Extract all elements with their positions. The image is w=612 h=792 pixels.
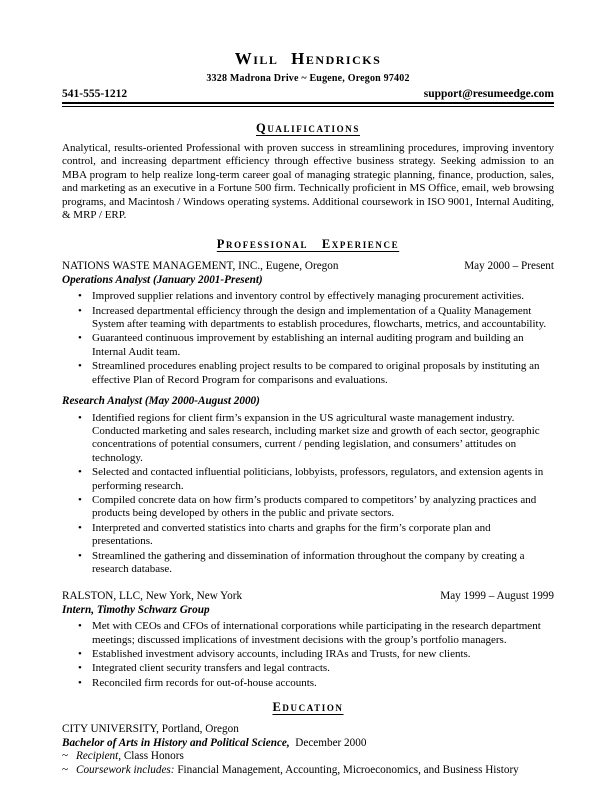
- candidate-name: Will Hendricks: [234, 49, 382, 68]
- job-entry: [62, 260, 554, 576]
- bullet-item: • Identified regions for client firm’s expansion in the US agricultural waste management industry. Conducted marketing and sales research, including market size and growth of each sector, geographic concentrations of potential consumers, current / pending legislation, and consumers’ attitudes on technology.: [62, 412, 554, 466]
- degree-date: December 2000: [295, 736, 367, 749]
- tilde-prefix: ~: [62, 750, 69, 763]
- education-entry: [62, 723, 554, 777]
- detail-text: Financial Management, Accounting, Microeconomics, and Business History: [177, 764, 519, 776]
- bullet-item: • Increased departmental efficiency through the design and implementation of a Quality Management System after teaming with departments to establish procedures, flowcharts, metrics, and accountability.: [62, 305, 554, 332]
- job-title: Research Analyst (May 2000-August 2000): [62, 395, 260, 408]
- company-row: [62, 590, 554, 603]
- bullet-item: • Selected and contacted influential politicians, lobbyists, professors, regulators, and extension agents in performing research.: [62, 466, 554, 493]
- phone-number: 541-555-1212: [62, 88, 128, 100]
- section-heading-experience: [62, 237, 554, 251]
- role-entry: [62, 395, 554, 576]
- bullet-list: [62, 290, 554, 387]
- tilde-prefix: ~: [62, 764, 69, 776]
- education-detail: [62, 764, 554, 778]
- contact-row: [62, 88, 554, 102]
- detail-label: Coursework includes:: [76, 764, 175, 776]
- detail-label: Recipient,: [76, 750, 122, 763]
- company-name: NATIONS WASTE MANAGEMENT, INC., Eugene, Oregon: [62, 260, 339, 273]
- bullet-item: • Integrated client security transfers and legal contracts.: [62, 662, 554, 675]
- job-title: Intern, Timothy Schwarz Group: [62, 603, 210, 616]
- bullet-item: • Established investment advisory accounts, including IRAs and Trusts, for new clients.: [62, 648, 554, 661]
- bullet-item: • Interpreted and converted statistics into charts and graphs for the firm’s corporate plan and presentations.: [62, 522, 554, 549]
- bullet-item: • Compiled concrete data on how firm’s products compared to competitors’ by analyzing practices and products being developed by others in the public and private sectors.: [62, 494, 554, 521]
- school-name: CITY UNIVERSITY, Portland, Oregon: [62, 723, 239, 736]
- employment-dates: May 1999 – August 1999: [440, 590, 554, 603]
- employment-dates: May 2000 – Present: [464, 260, 554, 273]
- bullet-list: [62, 412, 554, 577]
- qualifications-title: Qualifications: [256, 121, 360, 135]
- bullet-item: • Met with CEOs and CFOs of international corporations while participating in the research department meetings; discussed implications of investment decisions with the group’s portfolio managers.: [62, 620, 554, 647]
- bullet-item: • Streamlined procedures enabling project results to be compared to original proposals by instituting an effective Plan of Record Program for comparisons and evaluations.: [62, 360, 554, 387]
- bullet-list: [62, 620, 554, 690]
- education-title: Education: [272, 700, 344, 715]
- degree-title: Bachelor of Arts in History and Political Science,: [62, 736, 290, 749]
- role-entry: [62, 604, 554, 690]
- bullet-item: • Improved supplier relations and inventory control by effectively managing procurement activities.: [62, 290, 554, 303]
- experience-title: Professional Experience: [216, 237, 400, 252]
- email-address: support@resumeedge.com: [423, 88, 554, 100]
- job-entry: [62, 590, 554, 690]
- header-rule: [62, 102, 554, 107]
- company-row: [62, 260, 554, 273]
- address-line: 3328 Madrona Drive ~ Eugene, Oregon 97402: [206, 73, 410, 84]
- company-name: RALSTON, LLC, New York, New York: [62, 590, 243, 603]
- resume-header: [62, 50, 554, 107]
- section-heading-education: [62, 700, 554, 714]
- degree-line: [62, 737, 554, 751]
- detail-text: Class Honors: [123, 750, 184, 763]
- bullet-item: • Guaranteed continuous improvement by establishing an internal auditing program and building an Internal Audit team.: [62, 332, 554, 359]
- bullet-item: • Reconciled firm records for out-of-house accounts.: [62, 677, 554, 690]
- section-heading-qualifications: [62, 121, 554, 135]
- qualifications-summary: Analytical, results-oriented Professional with proven success in streamlining procedures, improving inventory control, and increasing department efficiency through effective business strategy. Seeking admission to an MBA program to help realize long-term career goal of managing strategic planning, finance, production, sales, and marketing as an executive in a Fortune 500 firm. Technically proficient in MS Office, email, web browsing programs, and Macintosh / Windows operating systems. Additional coursework in ISO 9001, Internal Auditing, & MRP / ERP.: [62, 142, 554, 222]
- bullet-item: • Streamlined the gathering and dissemination of information throughout the company by creating a research database.: [62, 550, 554, 577]
- job-title: Operations Analyst (January 2001-Present): [62, 273, 263, 286]
- role-entry: [62, 274, 554, 387]
- education-detail: [62, 750, 554, 764]
